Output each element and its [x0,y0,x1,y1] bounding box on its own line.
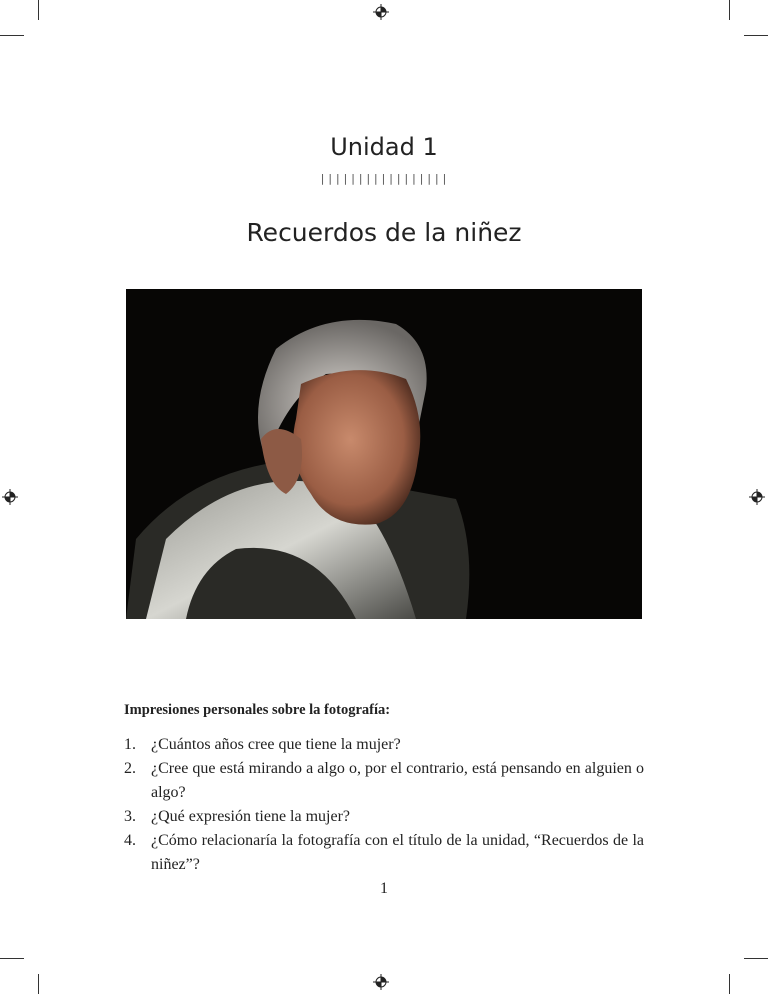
question-item [124,757,644,805]
question-number: 3. [124,808,136,825]
page-number: 1 [380,880,388,897]
question-text: ¿Cuántos años cree que tiene la mujer? [151,736,401,753]
registration-mark-icon [373,974,389,990]
question-item [124,733,644,757]
question-number: 2. [124,760,136,777]
question-text: ¿Cómo relacionaría la fotografía con el título de la unidad, “Recuerdos de la niñez”? [151,832,644,873]
question-text: ¿Cree que está mirando a algo o, por el contrario, está pensando en alguien o algo? [151,760,644,801]
unit-title: Unidad 1 [330,133,438,161]
question-item [124,829,644,877]
photo-elderly-woman [126,289,642,619]
question-number: 1. [124,736,136,753]
section-heading: Impresiones personales sobre la fotografía: [124,702,391,718]
chapter-title: Recuerdos de la niñez [246,218,522,247]
question-number: 4. [124,832,136,849]
question-text: ¿Qué expresión tiene la mujer? [151,808,351,825]
unit-title-rule: ||||||||||||||||| [319,172,449,185]
registration-mark-icon [373,4,389,20]
question-item [124,805,644,829]
registration-mark-icon [749,489,765,505]
registration-mark-icon [2,489,18,505]
